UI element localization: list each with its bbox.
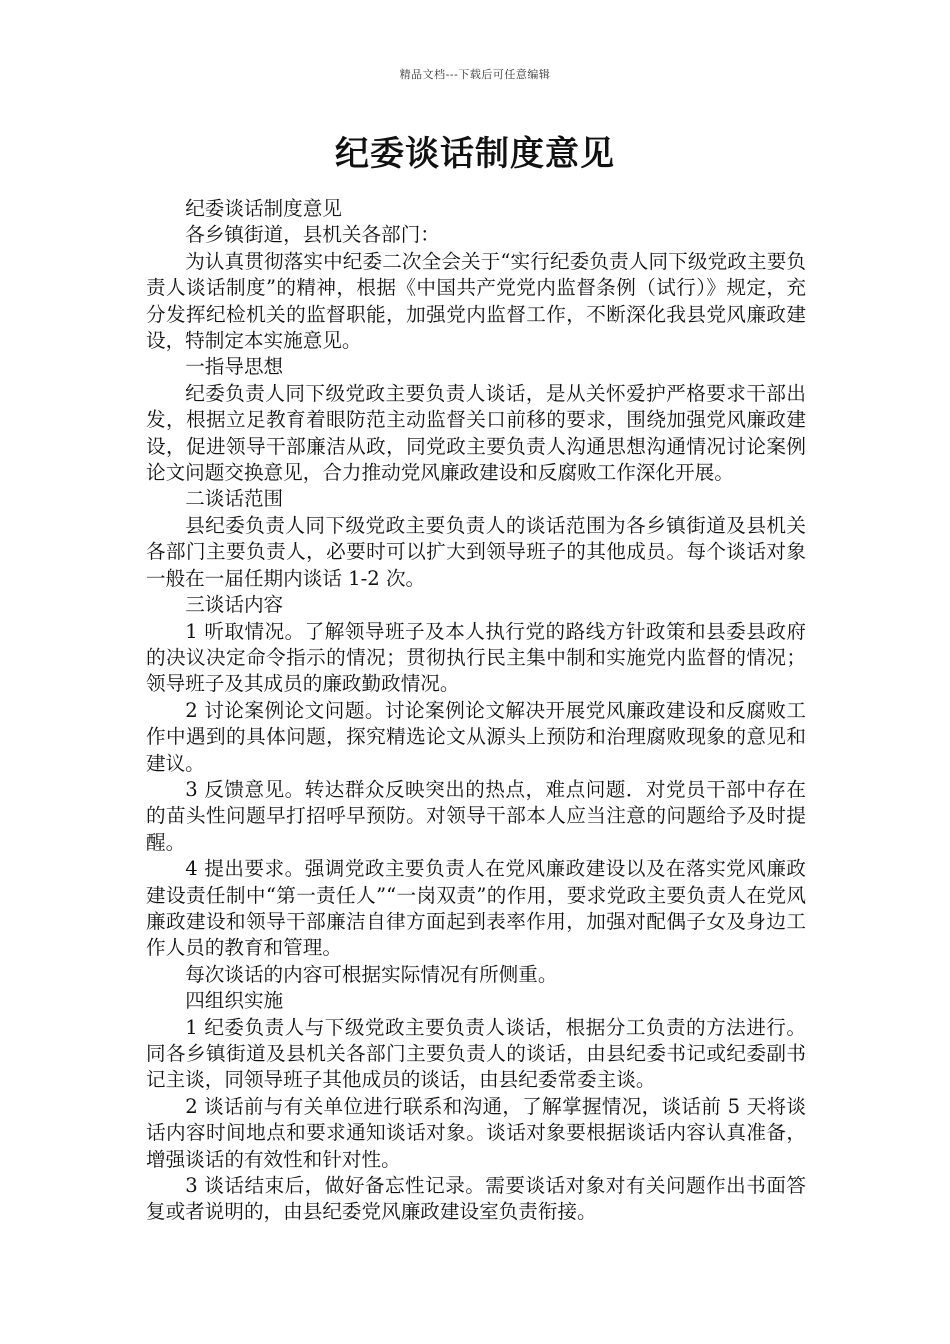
document-body (146, 196, 806, 1226)
paragraph-doc-name: 纪委谈话制度意见 (185, 197, 342, 220)
paragraph-implementation-item-1: 1 纪委负责人与下级党政主要负责人谈话，根据分工负责的方法进行。同各乡镇街道及县机关各部门主要负责人的谈话，由县纪委书记或纪委副书记主谈，同领导班子其他成员的谈话，由县纪委常委主谈。 (146, 1015, 806, 1092)
section-heading-talk-content: 三谈话内容 (185, 593, 284, 617)
paragraph-intro: 为认真贯彻落实中纪委二次全会关于“实行纪委负责人同下级党政主要负责人谈话制度”的精神，根据《中国共产党党内监督条例（试行）》规定，充分发挥纪检机关的监督职能，加强党内监督工作，不断深化我县党风廉政建设，特制定本实施意见。 (146, 249, 806, 353)
paragraph-content-item-4: 4 提出要求。强调党政主要负责人在党风廉政建设以及在落实党风廉政建设责任制中“第一责任人”“一岗双责”的作用，要求党政主要负责人在党风廉政建设和领导干部廉洁自律方面起到表率作用，加强对配偶子女及身边工作人员的教育和管理。 (146, 857, 806, 960)
document-title: 纪委谈话制度意见 (335, 134, 615, 174)
paragraph-talk-scope: 县纪委负责人同下级党政主要负责人的谈话范围为各乡镇街道及县机关各部门主要负责人，必要时可以扩大到领导班子的其他成员。每个谈话对象一般在一届任期内谈话 1-2 次。 (146, 513, 806, 590)
section-heading-guiding-ideology: 一指导思想 (185, 355, 284, 379)
page-header: 精品文档---下载后可任意编辑 (399, 68, 551, 81)
paragraph-guiding-ideology: 纪委负责人同下级党政主要负责人谈话，是从关怀爱护严格要求干部出发，根据立足教育着眼防范主动监督关口前移的要求，围绕加强党风廉政建设，促进领导干部廉洁从政，同党政主要负责人沟通思想沟通情况讨论案例论文问题交换意见，合力推动党风廉政建设和反腐败工作深化开展。 (146, 381, 806, 485)
paragraph-content-note: 每次谈话的内容可根据实际情况有所侧重。 (185, 962, 558, 986)
paragraph-addressee: 各乡镇街道，县机关各部门： (185, 223, 440, 247)
paragraph-content-item-3: 3 反馈意见。转达群众反映突出的热点，难点问题．对党员干部中存在的苗头性问题早打招呼早预防。对领导干部本人应当注意的问题给予及时提醒。 (146, 777, 806, 854)
section-heading-implementation: 四组织实施 (185, 989, 284, 1013)
paragraph-content-item-2: 2 讨论案例论文问题。讨论案例论文解决开展党风廉政建设和反腐败工作中遇到的具体问题，探究精选论文从源头上预防和治理腐败现象的意见和建议。 (146, 698, 806, 775)
section-heading-talk-scope: 二谈话范围 (185, 487, 284, 511)
paragraph-implementation-item-3: 3 谈话结束后，做好备忘性记录。需要谈话对象对有关问题作出书面答复或者说明的，由县纪委党风廉政建设室负责衔接。 (146, 1174, 806, 1224)
paragraph-implementation-item-2: 2 谈话前与有关单位进行联系和沟通，了解掌握情况，谈话前 5 天将谈话内容时间地点和要求通知谈话对象。谈话对象要根据谈话内容认真准备，增强谈话的有效性和针对性。 (146, 1094, 806, 1171)
paragraph-content-item-1: 1 听取情况。了解领导班子及本人执行党的路线方针政策和县委县政府的决议决定命令指示的情况；贯彻执行民主集中制和实施党内监督的情况；领导班子及其成员的廉政勤政情况。 (146, 619, 806, 696)
